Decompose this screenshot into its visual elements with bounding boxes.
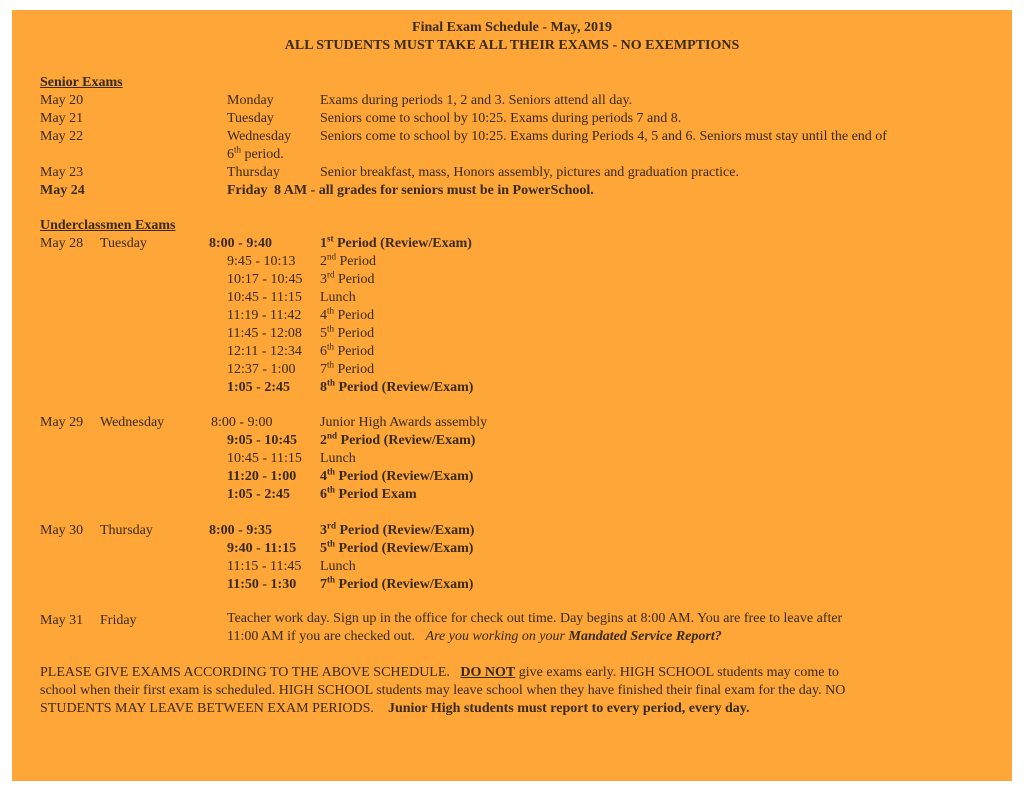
friday-note-line1: Teacher work day. Sign up in the office for check out time. Day begins at 8:00 AM. You are free to leave after: [227, 611, 843, 626]
senior-day: Tuesday: [227, 111, 274, 126]
senior-desc: Exams during periods 1, 2 and 3. Seniors attend all day.: [320, 93, 633, 108]
slot-time: 8:00 - 9:40: [209, 236, 272, 251]
slot-time: 10:45 - 11:15: [227, 451, 302, 466]
senior-day: Friday: [227, 183, 268, 198]
exam-day: Tuesday: [100, 236, 147, 251]
senior-date: May 20: [40, 93, 84, 108]
slot-label: 5th Period: [320, 323, 375, 341]
slot-label: Junior High Awards assembly: [320, 415, 488, 430]
exam-date: May 29: [40, 415, 84, 430]
page-subtitle: ALL STUDENTS MUST TAKE ALL THEIR EXAMS - NO EXEMPTIONS: [284, 38, 740, 53]
slot-time: 10:45 - 11:15: [227, 290, 302, 305]
slot-label: 2nd Period (Review/Exam): [320, 430, 476, 448]
senior-date: May 22: [40, 129, 84, 144]
slot-label: 6th Period: [320, 341, 375, 359]
senior-date: May 23: [40, 165, 84, 180]
senior-day: Wednesday: [227, 129, 292, 144]
slot-time: 11:45 - 12:08: [227, 326, 302, 341]
senior-desc: Seniors come to school by 10:25. Exams during periods 7 and 8.: [320, 111, 682, 126]
slot-time: 11:15 - 11:45: [227, 559, 302, 574]
senior-desc: Seniors come to school by 10:25. Exams during Periods 4, 5 and 6. Seniors must stay until the end of: [320, 129, 887, 144]
underclassmen-exams-heading: Underclassmen Exams: [40, 218, 176, 233]
slot-time: 1:05 - 2:45: [227, 487, 290, 502]
senior-date: May 24: [40, 183, 85, 198]
slot-time: 9:45 - 10:13: [227, 254, 296, 269]
slot-time: 12:11 - 12:34: [227, 344, 302, 359]
exam-date: May 28: [40, 236, 84, 251]
slot-label: 7th Period (Review/Exam): [320, 574, 474, 592]
slot-label: Lunch: [320, 559, 356, 574]
slot-label: 5th Period (Review/Exam): [320, 538, 474, 556]
friday-note-line2: 11:00 AM if you are checked out. Are you working on your Mandated Service Report?: [227, 629, 722, 644]
exam-date: May 30: [40, 523, 84, 538]
slot-label: 3rd Period: [320, 269, 375, 287]
slot-time: 11:20 - 1:00: [227, 469, 297, 484]
senior-day: Thursday: [227, 165, 280, 180]
footer-line2: school when their first exam is scheduled. HIGH SCHOOL students may leave school when they have finished their final exam for the day. NO: [40, 683, 846, 698]
footer-line3: STUDENTS MAY LEAVE BETWEEN EXAM PERIODS. Junior High students must report to every period, every day.: [40, 701, 750, 716]
senior-desc-continued: 6th period.: [227, 144, 284, 162]
senior-exams-heading: Senior Exams: [40, 75, 123, 90]
senior-desc: Senior breakfast, mass, Honors assembly, pictures and graduation practice.: [320, 165, 739, 180]
slot-label: 1st Period (Review/Exam): [320, 233, 472, 251]
slot-label: Lunch: [320, 290, 356, 305]
slot-time: 10:17 - 10:45: [227, 272, 303, 287]
exam-date: May 31: [40, 613, 84, 628]
senior-day: Monday: [227, 93, 274, 108]
exam-day: Wednesday: [100, 415, 165, 430]
slot-label: 2nd Period: [320, 251, 377, 269]
slot-label: 4th Period: [320, 305, 375, 323]
slot-label: 8th Period (Review/Exam): [320, 377, 474, 395]
slot-time: 12:37 - 1:00: [227, 362, 296, 377]
slot-time: 9:40 - 11:15: [227, 541, 297, 556]
footer-line1: PLEASE GIVE EXAMS ACCORDING TO THE ABOVE SCHEDULE. DO NOT give exams early. HIGH SCHOOL students may come to: [40, 665, 839, 680]
exam-day: Thursday: [100, 523, 153, 538]
slot-time: 8:00 - 9:00: [211, 415, 273, 430]
slot-time: 11:50 - 1:30: [227, 577, 297, 592]
senior-desc: 8 AM - all grades for seniors must be in PowerSchool.: [274, 183, 594, 198]
slot-time: 1:05 - 2:45: [227, 380, 290, 395]
slot-label: 3rd Period (Review/Exam): [320, 520, 475, 538]
slot-label: 6th Period Exam: [320, 484, 417, 502]
slot-time: 11:19 - 11:42: [227, 308, 302, 323]
slot-label: 4th Period (Review/Exam): [320, 466, 474, 484]
page-title: Final Exam Schedule - May, 2019: [412, 20, 612, 35]
exam-day: Friday: [100, 613, 137, 628]
senior-date: May 21: [40, 111, 84, 126]
slot-label: Lunch: [320, 451, 356, 466]
slot-label: 7th Period: [320, 359, 375, 377]
slot-time: 8:00 - 9:35: [209, 523, 272, 538]
slot-time: 9:05 - 10:45: [227, 433, 297, 448]
